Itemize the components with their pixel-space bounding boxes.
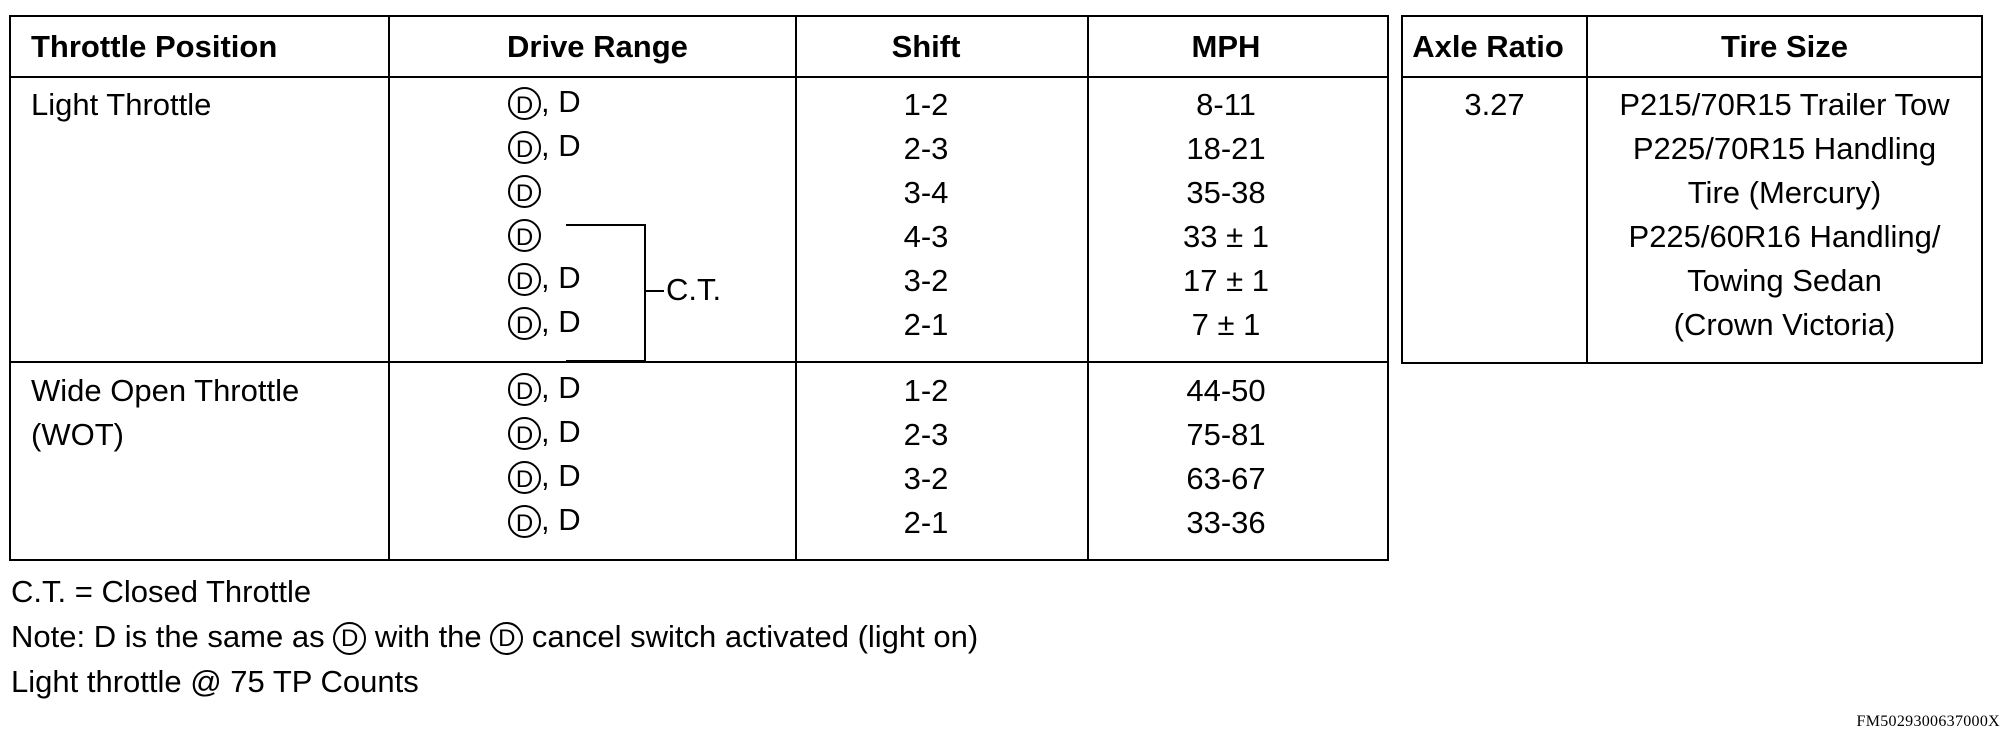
header-mph: MPH — [1191, 29, 1261, 64]
mph-cell: 17 ± 1 — [1183, 263, 1269, 298]
light-throttle-label: Light Throttle — [31, 87, 212, 122]
tire-size-cell — [1588, 78, 1981, 362]
mph-cell: 75-81 — [1186, 417, 1266, 452]
overdrive-circle-icon: D — [508, 373, 541, 406]
drive-range-cell: D , D — [508, 366, 581, 410]
overdrive-circle-icon: D — [508, 505, 541, 538]
mph-cell: 7 ± 1 — [1191, 307, 1261, 342]
overdrive-cancel-note: Note: D is the same as D with the D cancel switch activated (light on) — [11, 619, 979, 654]
closed-throttle-label: C.T. — [666, 272, 722, 307]
mph-cell: 33 ± 1 — [1183, 219, 1269, 254]
header-row — [1403, 17, 1981, 78]
overdrive-circle-icon: D — [508, 87, 541, 120]
shift-cell: 1-2 — [903, 87, 949, 122]
mph-cell: 18-21 — [1186, 131, 1266, 166]
overdrive-circle-icon: D — [508, 461, 541, 494]
shift-cell: 2-3 — [903, 131, 949, 166]
tire-size-line: P215/70R15 Trailer Tow — [1619, 87, 1950, 122]
shift-cell: 3-2 — [903, 461, 949, 496]
overdrive-circle-icon: D — [508, 263, 541, 296]
drive-range-cell: D , D — [508, 256, 581, 300]
tire-size-line: Tire (Mercury) — [1687, 175, 1882, 210]
header-drive-range: Drive Range — [507, 29, 688, 64]
shift-cell: 3-2 — [903, 263, 949, 298]
overdrive-circle-icon: D — [333, 622, 366, 655]
shift-cell: 4-3 — [903, 219, 949, 254]
drive-range-cell — [508, 212, 541, 256]
overdrive-circle-icon: D — [508, 131, 541, 164]
axle-ratio-value: 3.27 — [1464, 87, 1525, 122]
mph-cell: 33-36 — [1186, 505, 1266, 540]
header-throttle-position: Throttle Position — [31, 29, 278, 64]
mph-cell: 63-67 — [1186, 461, 1266, 496]
drive-range-cell — [508, 168, 541, 212]
wot-label-line2: (WOT) — [31, 417, 124, 452]
tire-size-line: P225/70R15 Handling — [1632, 131, 1937, 166]
drive-range-cell: D , D — [508, 300, 581, 344]
wot-label-line1: Wide Open Throttle — [31, 373, 300, 408]
header-tire-size: Tire Size — [1721, 29, 1848, 64]
header-axle-ratio: Axle Ratio — [1412, 29, 1564, 64]
shift-cell: 3-4 — [903, 175, 949, 210]
drive-range-cell: D , D — [508, 124, 581, 168]
tire-size-line: Towing Sedan — [1687, 263, 1882, 298]
mph-cell: 8-11 — [1196, 87, 1256, 122]
mph-cell: 35-38 — [1186, 175, 1266, 210]
overdrive-circle-icon: D — [508, 417, 541, 450]
shift-cell: 2-3 — [903, 417, 949, 452]
overdrive-circle-icon: D — [508, 175, 541, 208]
shift-cell: 1-2 — [903, 373, 949, 408]
drive-range-cell: D , D — [508, 498, 581, 542]
shift-cell: 2-1 — [903, 505, 949, 540]
section-divider — [11, 361, 1387, 363]
column-divider — [388, 17, 390, 559]
column-divider — [1087, 17, 1089, 559]
tp-counts-note: Light throttle @ 75 TP Counts — [11, 664, 419, 699]
drive-range-cell: D , D — [508, 80, 581, 124]
tire-size-line: (Crown Victoria) — [1673, 307, 1896, 342]
header-shift: Shift — [891, 29, 961, 64]
drive-range-cell: D , D — [508, 454, 581, 498]
shift-speed-table — [9, 15, 1389, 561]
axle-tire-table — [1401, 15, 1983, 364]
overdrive-circle-icon: D — [508, 307, 541, 340]
mph-cell: 44-50 — [1186, 373, 1266, 408]
closed-throttle-connector — [644, 290, 664, 292]
drive-range-cell: D , D — [508, 410, 581, 454]
shift-cell: 2-1 — [903, 307, 949, 342]
column-divider — [795, 17, 797, 559]
overdrive-circle-icon: D — [508, 219, 541, 252]
overdrive-circle-icon: D — [490, 622, 523, 655]
ct-definition-note: C.T. = Closed Throttle — [11, 574, 312, 609]
figure-code: FM5029300637000X — [1856, 713, 2000, 730]
closed-throttle-bracket — [566, 224, 646, 362]
tire-size-line: P225/60R16 Handling/ — [1628, 219, 1941, 254]
header-row — [11, 17, 1387, 78]
